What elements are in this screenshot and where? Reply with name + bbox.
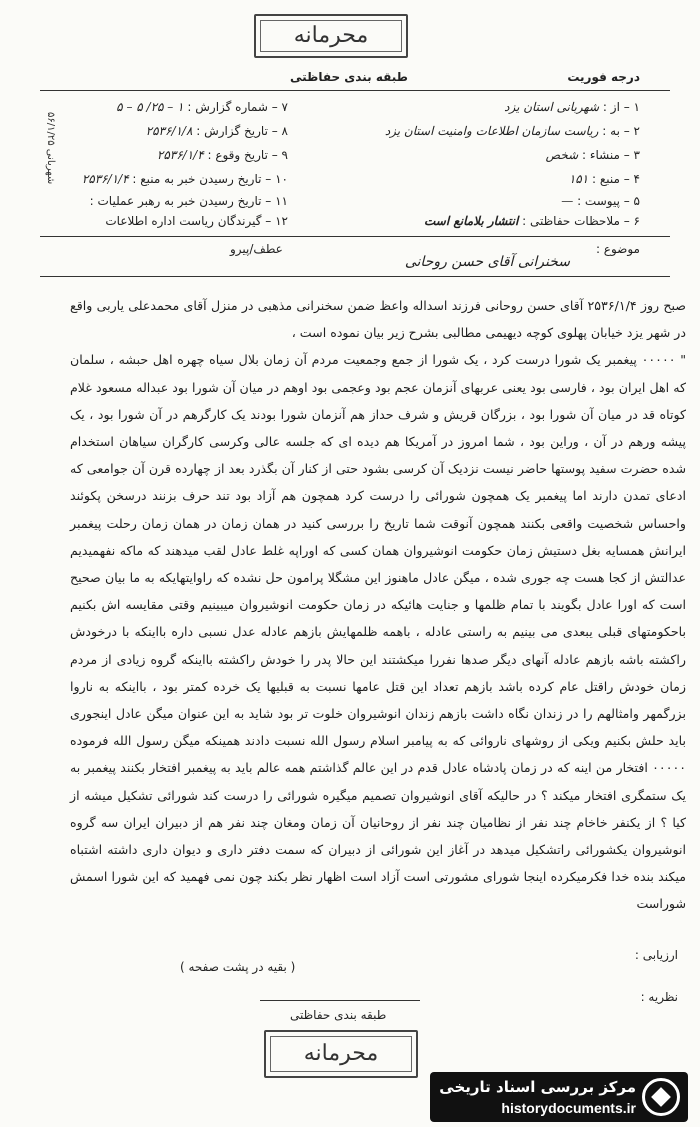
archive-logo-icon bbox=[642, 1078, 680, 1116]
watermark-url: historydocuments.ir bbox=[501, 1100, 636, 1116]
field-report-number: ۷ – شماره گزارش : ۱ – ۲۵/ ۵ – ۵ bbox=[116, 100, 288, 114]
confidential-stamp-top bbox=[254, 14, 408, 58]
archive-watermark bbox=[430, 1072, 688, 1122]
body-paragraph: " ۰۰۰۰۰ پیغمبر یک شورا درست کرد ، یک شورا از جمع وجمعیت مردم آن زمان بلال سیاه چهره اهل حبشه ، سلمان که اهل ایران بود ، فارسی بود یعنی عربهای آنزمان عجم بود وعجمی بود اوهم در میان آن شورا بود عبداله مسعود غلام کوتاه قد در میان آن شورا بود ، بزرگان قریش و شرف حداز هم آنزمان شورا بودند یک کارگرهم در آن شورا بود ، یک پیشه ورهم در آن ، وراین بود ، شما امروز در آمریکا هم دیده ای که جلسه عالی وکرسی کارگران سیاهان استخدام شده حضرت سفید پوستها حاضر نیست نزدیک آن کرسی بشود حتی از کنار آن بگذرد بعد از چهارده قرن آن جوامعی که ادعای تمدن دارند اما پیغمبر یک همچون شورائی را درست کرد همچون هم آزاد بود تند حرف بزنند درسخن پکوئند واحساس شخصیت واقعی بکنند همچون آنوقت شما تاریخ را بررسی کنید در همان زمان در همان زمان رحلت پیغمبر ایرانش همسایه بغل دستیش زمان حکومت انوشیروان همان کسی که اوراپه غلط عادل لقب میدهند که ماکه نفهمیدیم عدالتش از کجا هست چه جوری شده ، میگن عادل ماهنوز این مشگلا پرامون حل نشده که راوایتهایکه به ما بیان صحیح است که اورا عادل بگویند با تمام ظلمها و جنایت هائیکه در زمان حکومت انوشیروان میبینیم وقتی مقایسه اش بکنیم باحکومتهای قبلی یبعدی می بینیم به راستی عادله ، باهمه ظلمهایش بازهم عادله عدل نسبی داره بااینکه با درخودش راکشته باشه بازهم عادله آنهای دیگر صدها نفررا میکشتند این حالا پدر را خودش راکشته بااینکه گروه زیادی از مردم زمان خودش راقتل عام کرده باشد بازهم تعداد این قتل عامها نسبت به قبلیها یک خرده کمتر بود ، بااینکه به ناروا بزرگمهر وامثالهم را در زندان نگاه داشت بازهم زندان انوشیروان خلوت تر بود شاید به این عنوان میگن عادل اینجوری باید حلش بکنیم ویکی از روشهای ناروائی که به پیامبر اسلام رسول الله نسبت دادند همینکه میگن رسول الله فرموده ۰۰۰۰۰ افتخار من اینه که در زمان پادشاه عادل قدم در این عالم گذاشتم همه عالم باید به پیغمبر افتخار بکنند پیغمبر به یک ستمگری افتخار میکند ؟ در حالیکه آقای انوشیروان تصمیم میگیره شورائی را درست کند شورائی تشکیل میشه از کیا ؟ از یکنفر خاخام چند نفر از نظامیان چند نفر از روحانیان آن زمان ومغان چند نفر هم از دبیران ایران سه گروه انوشیروان یکشورائی راتشکیل میدهد در آغاز این شورائی از دبیران که سمت دفتر داری و دیوان داری داشته اشتباه میکند بنده خدا فکرمیکرده اینجا شورای مشورتی است آزاد است اظهار نظر بکند چون نمی فهمید که این شورا اسمش شوراست bbox=[70, 352, 687, 912]
side-annotation: شهربانی ۵۶/۱/۲۵ bbox=[45, 112, 56, 185]
stamp-text: محرمانه bbox=[293, 23, 369, 48]
assessment-label: ارزیابی : bbox=[634, 948, 678, 962]
field-event-date: ۹ – تاریخ وقوع : ۲۵۳۶/۱/۴ bbox=[156, 148, 288, 162]
header-bottom-rule bbox=[40, 236, 670, 237]
field-to: ۲ – به : ریاست سازمان اطلاعات وامنیت استان یزد bbox=[384, 124, 640, 138]
classification-label: طبقه بندی حفاظتی bbox=[290, 70, 408, 84]
field-source-date: ۱۰ – تاریخ رسیدن خبر به منبع : ۲۵۳۶/۱/۴ bbox=[81, 172, 288, 186]
stamp-text: محرمانه bbox=[303, 1041, 379, 1066]
field-source: ۴ – منبع : ۱۵۱ bbox=[568, 172, 640, 186]
field-ops-date: ۱۱ – تاریخ رسیدن خبر به رهبر عملیات : bbox=[89, 194, 288, 208]
urgency-label: درجه فوریت bbox=[567, 70, 640, 84]
reference-label: عطف/پیرو bbox=[230, 242, 283, 256]
subject-label: موضوع : bbox=[595, 242, 640, 256]
confidential-stamp-bottom bbox=[264, 1030, 418, 1078]
field-report-date: ۸ – تاریخ گزارش : ۲۵۳۶/۱/۸ bbox=[145, 124, 288, 138]
subject-value: سخنرانی آقای حسن روحانی bbox=[404, 254, 570, 270]
field-attachment: ۵ – پیوست : — bbox=[561, 194, 640, 208]
continuation-note: ( بقیه در پشت صفحه ) bbox=[180, 960, 296, 974]
watermark-title: مرکز بررسی اسناد تاریخی bbox=[439, 1078, 636, 1096]
footer-rule bbox=[260, 1000, 420, 1001]
field-security-notes: ۶ – ملاحظات حفاظتی : انتشار بلامانع است bbox=[424, 214, 640, 228]
header-rule bbox=[40, 90, 670, 91]
field-origin: ۳ – منشاء : شخص bbox=[545, 148, 640, 162]
report-body bbox=[70, 292, 686, 918]
subject-rule bbox=[40, 276, 670, 277]
field-recipients: ۱۲ – گیرندگان ریاست اداره اطلاعات bbox=[105, 214, 288, 228]
body-paragraph: صبح روز ۲۵۳۶/۱/۴ آقای حسن روحانی فرزند اسداله واعظ ضمن سخنرانی مذهبی در منزل آقای محمدعلی یاربی واقع در شهر یزد خیابان پهلوی کوچه دیهیمی مطالبی بشرح زیر بیان نموده است ، bbox=[70, 298, 687, 341]
classification-footer-label: طبقه بندی حفاظتی bbox=[290, 1008, 387, 1022]
field-from: ۱ – از : شهربانی استان یزد bbox=[504, 100, 640, 114]
opinion-label: نظریه : bbox=[640, 990, 678, 1004]
